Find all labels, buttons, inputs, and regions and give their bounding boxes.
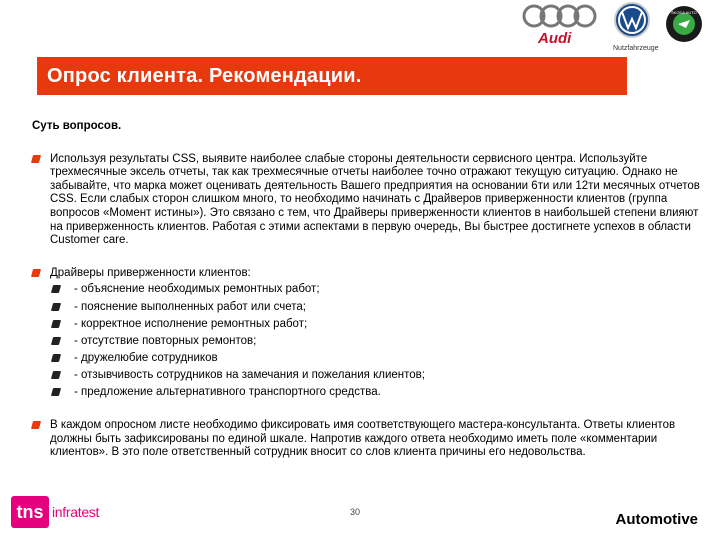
bullet-icon xyxy=(31,269,41,277)
sub-bullet-icon xyxy=(51,354,61,362)
paragraph-drivers xyxy=(32,267,702,400)
list-item-text: - отзывчивость сотрудников на замечания и пожелания клиентов; xyxy=(74,369,425,382)
tns-logo-text: infratest xyxy=(52,504,100,520)
list-item-text: - корректное исполнение ремонтных работ; xyxy=(74,317,308,330)
sub-bullet-icon xyxy=(51,388,61,396)
list-item-text: - отсутствие повторных ремонтов; xyxy=(74,334,257,347)
paragraph-text: В каждом опросном листе необходимо фиксировать имя соответствующего мастера-консультанта. Ответы клиентов должны быть зафиксированы по единой шкале. Напротив каждого ответа необходимо иметь поле «комментарии клиентов». В это поле ответственный сотрудник вносит со слов клиента причины его недовольства. xyxy=(50,419,676,459)
list-item xyxy=(50,301,702,315)
list-item xyxy=(50,369,702,383)
audi-logo-text: Audi xyxy=(538,30,572,47)
vw-logo-icon xyxy=(613,3,659,52)
bullet-icon xyxy=(31,421,41,429)
list-item-text: - дружелюбие сотрудников xyxy=(74,352,218,365)
sub-bullet-icon xyxy=(51,371,61,379)
drivers-intro: Драйверы приверженности клиентов: xyxy=(50,266,251,279)
paragraph-css-analysis xyxy=(32,153,702,248)
brand-logos xyxy=(520,0,720,60)
list-item xyxy=(50,318,702,332)
content xyxy=(32,120,702,479)
page-number: 30 xyxy=(350,507,361,517)
drivers-list xyxy=(50,283,702,400)
paragraph-questionnaire xyxy=(32,419,702,460)
list-item-text: - пояснение выполненных работ или счета; xyxy=(74,300,306,313)
sub-bullet-icon xyxy=(51,337,61,345)
tns-logo-icon: tns xyxy=(11,496,49,528)
audi-logo-icon xyxy=(524,6,595,47)
paragraph-text: Используя результаты CSS, выявите наиболее слабые стороны деятельности сервисного центра. Используйте трехмесячные эксель отчеты, так как трехмесячные отчеты наиболее точно отражают текущую ситуацию. Однако не забывайте, что марка может оценивать деятельность Вашего предприятия на основании 6ти или 12ти месячных отчетов CSS. Если слабых сторон слишком много, то необходимо начинать с Драйверов приверженности клиентов (группа вопросов «Момент истины»). Это связано с тем, что Драйверы приверженности клиентов в наибольшей степени влияют на приверженность клиентов. Работая с этими аспектами в первую очередь, Вы быстрее достигнете успехов в области Customer care. xyxy=(50,152,700,247)
skoda-logo-text: ŠKODA AUTO xyxy=(671,10,697,15)
sub-bullet-icon xyxy=(51,303,61,311)
list-item-text: - объяснение необходимых ремонтных работ; xyxy=(74,283,320,296)
sub-bullet-icon xyxy=(51,285,61,293)
vw-logo-text: Nutzfahrzeuge xyxy=(613,45,659,52)
list-item xyxy=(50,283,702,297)
automotive-label: Automotive xyxy=(615,511,698,528)
sub-bullet-icon xyxy=(51,320,61,328)
page-title: Опрос клиента. Рекомендации. xyxy=(37,57,627,95)
brand-logos-svg xyxy=(520,0,720,60)
section-heading: Суть вопросов. xyxy=(32,120,122,132)
bullet-icon xyxy=(31,155,41,163)
list-item-text: - предложение альтернативного транспортного средства. xyxy=(74,386,381,399)
list-item xyxy=(50,335,702,349)
list-item xyxy=(50,386,702,400)
list-item xyxy=(50,352,702,366)
skoda-logo-icon xyxy=(666,6,702,42)
tns-infratest-logo xyxy=(11,496,101,528)
